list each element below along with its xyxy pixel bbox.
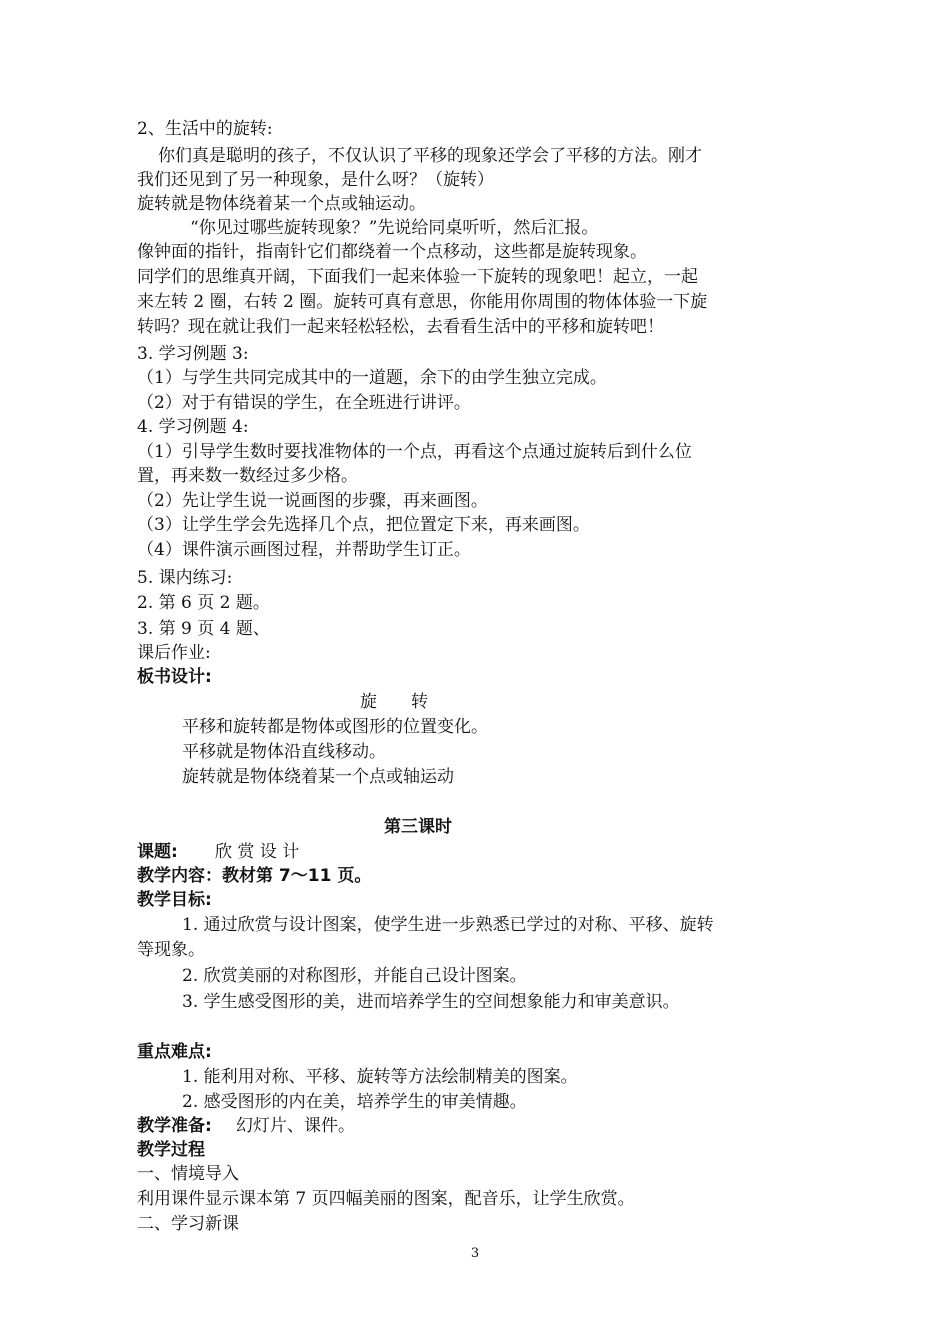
text-line: 等现象。 xyxy=(137,940,205,960)
text-line: “你见过哪些旋转现象？”先说给同桌听听，然后汇报。 xyxy=(190,218,599,238)
text-line: 平移和旋转都是物体或图形的位置变化。 xyxy=(182,717,488,737)
text-line: 二、学习新课 xyxy=(137,1214,239,1234)
text-line: （2）先让学生说一说画图的步骤，再来画图。 xyxy=(137,491,488,511)
text-line: （1）引导学生数时要找准物体的一个点，再看这个点通过旋转后到什么位 xyxy=(137,442,692,462)
text-line: （1）与学生共同完成其中的一道题，余下的由学生独立完成。 xyxy=(137,368,607,388)
text-line: 2. 感受图形的内在美，培养学生的审美情趣。 xyxy=(182,1092,527,1112)
text-line: 平移就是物体沿直线移动。 xyxy=(182,742,386,762)
text-line: 5. 课内练习: xyxy=(137,568,233,588)
text-line: 欣 赏 设 计 xyxy=(215,842,300,862)
text-line: 2. 欣赏美丽的对称图形，并能自己设计图案。 xyxy=(182,966,527,986)
section-heading: 重点难点: xyxy=(137,1042,212,1062)
section-heading: 课题: xyxy=(137,842,178,862)
text-line: 来左转 2 圈，右转 2 圈。旋转可真有意思，你能用你周围的物体体验一下旋 xyxy=(137,292,708,312)
section-heading: 教学目标: xyxy=(137,890,212,910)
text-line: 旋转就是物体绕着某一个点或轴运动 xyxy=(182,767,454,787)
text-line: 课后作业: xyxy=(137,643,211,663)
text-line: 1. 能利用对称、平移、旋转等方法绘制精美的图案。 xyxy=(182,1067,578,1087)
text-line: 利用课件显示课本第 7 页四幅美丽的图案，配音乐，让学生欣赏。 xyxy=(137,1189,635,1209)
section-heading: 教学准备: xyxy=(137,1116,212,1136)
text-line: 4. 学习例题 4: xyxy=(137,417,249,437)
text-line: 同学们的思维真开阔，下面我们一起来体验一下旋转的现象吧！起立，一起 xyxy=(137,267,698,287)
text-line: 你们真是聪明的孩子，不仅认识了平移的现象还学会了平移的方法。刚才 xyxy=(158,146,702,166)
text-line: 转吗？现在就让我们一起来轻松轻松，去看看生活中的平移和旋转吧！ xyxy=(137,317,664,337)
text-line: 3. 第 9 页 4 题、 xyxy=(137,619,270,639)
section-heading: 教学内容：教材第 7～11 页。 xyxy=(137,866,372,886)
text-line: 旋转就是物体绕着某一个点或轴运动。 xyxy=(137,194,426,214)
text-line: （2）对于有错误的学生，在全班进行讲评。 xyxy=(137,393,471,413)
section-heading: 教学过程 xyxy=(137,1140,205,1160)
text-line: 置，再来数一数经过多少格。 xyxy=(137,466,358,486)
text-line: 2、生活中的旋转: xyxy=(137,119,273,139)
text-line: （4）课件演示画图过程，并帮助学生订正。 xyxy=(137,540,471,560)
text-line: 像钟面的指针，指南针它们都绕着一个点移动，这些都是旋转现象。 xyxy=(137,242,647,262)
section-heading: 板书设计: xyxy=(137,667,212,687)
text-line: 一、情境导入 xyxy=(137,1164,239,1184)
text-line: 3. 学习例题 3: xyxy=(137,344,249,364)
text-line: 幻灯片、课件。 xyxy=(236,1116,355,1136)
text-line: 2. 第 6 页 2 题。 xyxy=(137,593,270,613)
text-line: 1. 通过欣赏与设计图案，使学生进一步熟悉已学过的对称、平移、旋转 xyxy=(182,915,714,935)
page-number: 3 xyxy=(470,1246,480,1261)
lesson-title: 第三课时 xyxy=(384,817,452,837)
text-line: 3. 学生感受图形的美，进而培养学生的空间想象能力和审美意识。 xyxy=(182,992,680,1012)
text-line: 我们还见到了另一种现象，是什么呀？（旋转） xyxy=(137,170,494,190)
text-line: （3）让学生学会先选择几个点，把位置定下来，再来画图。 xyxy=(137,515,590,535)
board-title: 旋 转 xyxy=(360,692,428,712)
